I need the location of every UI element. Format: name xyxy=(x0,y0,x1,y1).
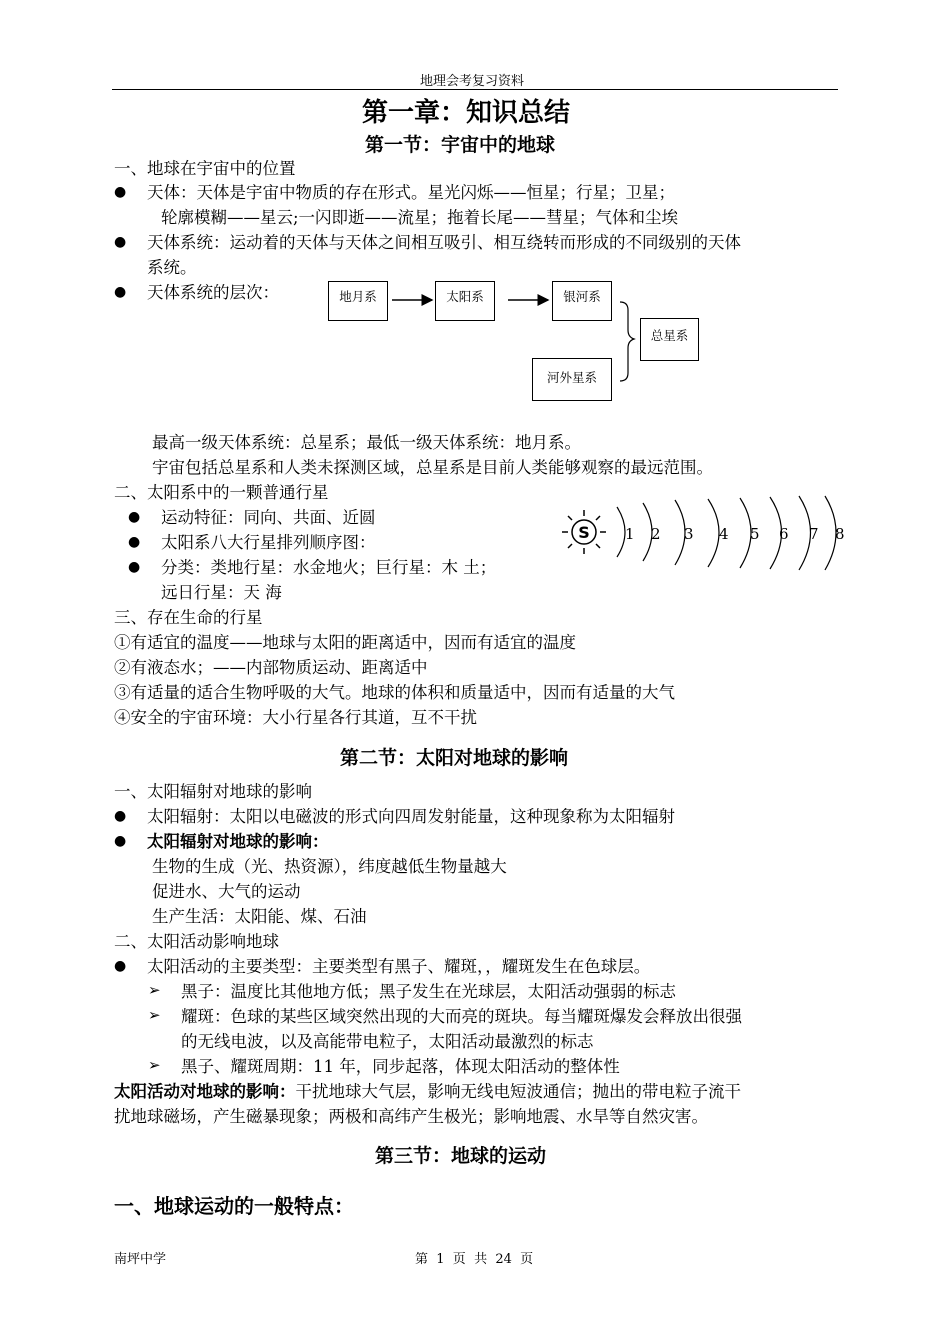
celestial-body-line1: 天体：天体是宇宙中物质的存在形式。星光闪烁——恒星；行星；卫星； xyxy=(147,183,675,202)
section3-part1-heading: 一、地球运动的一般特点： xyxy=(114,1194,354,1218)
bullet-icon: ● xyxy=(114,958,127,974)
bullet-icon: ● xyxy=(128,559,141,575)
bullet-icon: ● xyxy=(128,509,141,525)
section1-part1-heading: 一、地球在宇宙中的位置 xyxy=(114,159,296,178)
planet-number: 3 xyxy=(684,525,694,543)
planet-order-line: 太阳系八大行星排列顺序图： xyxy=(161,533,376,552)
celestial-system-line2: 系统。 xyxy=(147,258,197,277)
footer-school: 南坪中学 xyxy=(114,1252,167,1267)
diagram-box-total-galaxy: 总星系 xyxy=(640,318,699,361)
planet-number: 1 xyxy=(625,525,635,543)
page-header-title: 地理会考复习资料 xyxy=(420,74,525,89)
universe-line: 宇宙包括总星系和人类未探测区域，总星系是目前人类能够观察的最远范围。 xyxy=(152,458,713,477)
solar-system-diagram xyxy=(555,495,850,575)
radiation-influence-1: 生物的生成（光、热资源），纬度越低生物量越大 xyxy=(152,857,507,876)
footer-page-number: 第 1 页 共 24 页 xyxy=(415,1252,534,1267)
radiation-influence-heading: 太阳辐射对地球的影响： xyxy=(147,832,329,851)
planet-number: 8 xyxy=(835,525,845,543)
bullet-icon: ● xyxy=(114,833,127,849)
section2-part2-heading: 二、太阳活动影响地球 xyxy=(114,932,279,951)
bullet-icon: ● xyxy=(114,234,127,250)
activity-effect-line2: 扰地球磁场，产生磁暴现象；两极和高纬产生极光；影响地震、水旱等自然灾害。 xyxy=(114,1107,708,1126)
highest-level-line: 最高一级天体系统：总星系；最低一级天体系统：地月系。 xyxy=(152,433,581,452)
arrow-bullet-icon: ➢ xyxy=(148,1056,161,1074)
activity-effect-line1 xyxy=(114,1080,741,1104)
radiation-influence-3: 生产生活：太阳能、煤、石油 xyxy=(152,907,367,926)
bullet-icon: ● xyxy=(114,808,127,824)
sunspot-line: 黑子：温度比其他地方低；黑子发生在光球层，太阳活动强弱的标志 xyxy=(181,982,676,1001)
section2-part1-heading: 一、太阳辐射对地球的影响 xyxy=(114,782,312,801)
planet-number: 2 xyxy=(651,525,661,543)
planet-number: 7 xyxy=(809,525,819,543)
section2-title: 第二节：太阳对地球的影响 xyxy=(340,747,569,769)
section1-part3-heading: 三、存在生命的行星 xyxy=(114,608,263,627)
system-levels-label: 天体系统的层次： xyxy=(147,283,279,302)
celestial-system-line1: 天体系统：运动着的天体与天体之间相互吸引、相互绕转而形成的不同级别的天体 xyxy=(147,233,741,252)
celestial-body-line2: 轮廓模糊——星云;一闪即逝——流星；拖着长尾——彗星；气体和尘埃 xyxy=(161,208,679,227)
flare-line2: 的无线电波，以及高能带电粒子，太阳活动最激烈的标志 xyxy=(181,1032,594,1051)
bullet-icon: ● xyxy=(128,534,141,550)
arrow-bullet-icon: ➢ xyxy=(148,1006,161,1024)
section1-part2-heading: 二、太阳系中的一颗普通行星 xyxy=(114,483,329,502)
arrow-bullet-icon: ➢ xyxy=(148,981,161,999)
planet-class-line1: 分类：类地行星：水金地火；巨行星：木 土； xyxy=(161,558,497,577)
brace-icon xyxy=(620,302,634,381)
planet-class-line2: 远日行星：天 海 xyxy=(161,583,282,602)
activity-effect-heading: 太阳活动对地球的影响： xyxy=(114,1082,296,1101)
solar-radiation-line: 太阳辐射：太阳以电磁波的形式向四周发射能量，这种现象称为太阳辐射 xyxy=(147,807,675,826)
chapter-title: 第一章：知识总结 xyxy=(362,98,571,128)
diagram-box-solar-system: 太阳系 xyxy=(435,281,495,321)
diagram-connectors xyxy=(380,285,660,395)
bullet-icon: ● xyxy=(114,184,127,200)
life-condition-2: ②有液态水；——内部物质运动、距离适中 xyxy=(114,658,428,677)
diagram-box-extragalactic: 河外星系 xyxy=(532,358,612,401)
life-condition-1: ①有适宜的温度——地球与太阳的距离适中，因而有适宜的温度 xyxy=(114,633,576,652)
flare-line1: 耀斑：色球的某些区域突然出现的大而亮的斑块。每当耀斑爆发会释放出很强 xyxy=(181,1007,742,1026)
diagram-box-galaxy: 银河系 xyxy=(552,281,612,321)
radiation-influence-2: 促进水、大气的运动 xyxy=(152,882,301,901)
planet-number: 6 xyxy=(779,525,789,543)
section1-title: 第一节：宇宙中的地球 xyxy=(365,134,556,156)
motion-feature-line: 运动特征：同向、共面、近圆 xyxy=(161,508,376,527)
section3-title: 第三节：地球的运动 xyxy=(375,1145,547,1167)
life-condition-4: ④安全的宇宙环境：大小行星各行其道，互不干扰 xyxy=(114,708,477,727)
activity-effect-text1: 干扰地球大气层，影响无线电短波通信；抛出的带电粒子流干 xyxy=(295,1082,741,1101)
bullet-icon: ● xyxy=(114,284,127,300)
activity-cycle-line: 黑子、耀斑周期：11 年，同步起落，体现太阳活动的整体性 xyxy=(181,1057,620,1076)
diagram-box-earth-moon: 地月系 xyxy=(328,281,388,321)
header-rule xyxy=(112,89,838,90)
solar-activity-types: 太阳活动的主要类型：主要类型有黑子、耀斑，，耀斑发生在色球层。 xyxy=(147,957,651,976)
planet-number: 5 xyxy=(750,525,760,543)
planet-number: 4 xyxy=(719,525,729,543)
life-condition-3: ③有适量的适合生物呼吸的大气。地球的体积和质量适中，因而有适量的大气 xyxy=(114,683,675,702)
sun-label: S xyxy=(578,523,590,542)
